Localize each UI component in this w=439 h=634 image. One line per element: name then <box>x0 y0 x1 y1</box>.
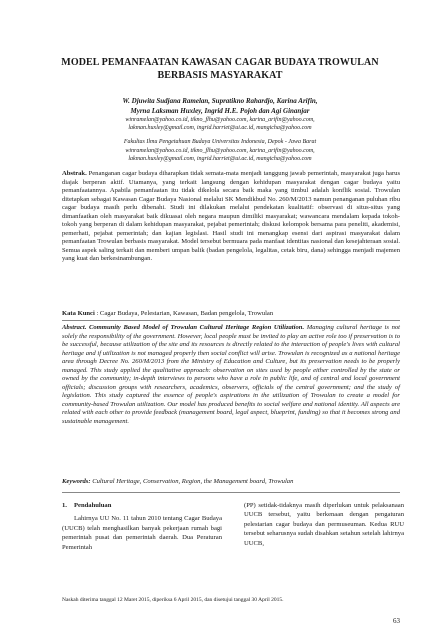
kata-kunci <box>62 310 400 319</box>
abstrak-label: Abstrak. <box>62 170 87 177</box>
kata-kunci-text: : Cagar Budaya, Pelestarian, Kawasan, Badan pengelola, Trowulan <box>96 310 274 317</box>
author-list <box>40 96 400 116</box>
divider-top <box>62 320 400 321</box>
section-number: 1. <box>62 502 67 509</box>
abstract-label: Abstract. Community Based Model of Trowulan Cultural Heritage Region Utilization. <box>62 324 305 331</box>
right-column <box>244 501 404 548</box>
affiliation: Fakultas Ilmu Pengetahuan Budaya Universitas Indonesia, Depok - Jawa Barat <box>123 139 317 145</box>
divider-bottom <box>62 492 400 493</box>
abstrak-paragraph <box>62 170 400 264</box>
affiliation-emails-line-2: lakman.huxley@gmail.com, ingrid.harriet@ui.ac.id, mangicha@yahoo.com <box>128 156 312 162</box>
page-number: 63 <box>393 617 400 625</box>
title-line-2: BERBASIS MASYARAKAT <box>157 70 283 81</box>
affiliation-emails <box>40 147 400 163</box>
right-column-text: (PP) setidak-tidaknya masih diperlukan untuk pelaksanaan UUCB tersebut, yaitu berkenaan dengan pengaturan pelestarian cagar budaya dan permuseuman. Kedua RUU tersebut seharusnya sudah disahkan setahun setelah lahirnya UUCB, <box>244 502 404 547</box>
keywords-english <box>62 478 400 487</box>
kata-kunci-label: Kata Kunci <box>62 310 95 317</box>
emails-line-1: winramelan@yahoo.co.id, tikno_flhu@yahoo.com, karina_arifin@yahoo.com, <box>125 117 315 123</box>
authors-line-2: Myrna Laksman Huxley, Ingrid H.E. Pojoh dan Agi Ginanjar <box>130 107 310 115</box>
section-title: Pendahuluan <box>74 502 112 509</box>
abstrak-text: Penanganan cagar budaya diharapkan tidak semata-mata menjadi tanggung jawab pemerintah, masyarakat juga harus diajak berperan aktif. Utamanya, yang terkait langsung dengan kehidupan masyarakat dengan cagar budaya yaitu pemanfaatannya. Apabila pemanfaatan itu tidak dikelola secara baik maka yang timbul adalah konflik sosial. Trowulan ditetapkan sebagai Kawasan Cagar Budaya Nasional melalui SK Mendikbud No. 260/M/2013 namun penanganan puluhan ribu cagar budaya masih perlu dibenahi. Studi ini dilakukan melalui pendekatan kualitatif: observasi di situs-situs yang dimanfaatkan oleh masyarakat baik dikuasai oleh negara maupun dimiliki masyarakat; wawancara mendalam kepada tokoh-tokoh yang berperan di dalam kehidupan masyarakat, pejabat pemerintah; diskusi kelompok bersama para peneliti, akademisi, pemerhati, pejabat pemerintah; dan kajian legislasi. Hasil studi ini menangkap esensi dari aspirasi masyarakat dalam pemanfaatan Trowulan berbasis masyarakat. Model tersebut bermuara pada manfaat identitas nasional dan kesejahteraan sosial. Semua aspek saling terkait dan memberi umpan balik (badan pengelola, legalitas, cetak biru, dana) sehingga menjadi majemen yang kuat dan berkesinambungan. <box>62 170 401 262</box>
abstract-english <box>62 324 400 426</box>
section-heading <box>62 501 222 510</box>
emails-line-2: lakman.huxley@gmail.com, ingrid.harriet@ui.ac.id, mangicha@yahoo.com <box>128 125 312 131</box>
footnote: Naskah diterima tanggal 12 Maret 2015, diperiksa 6 April 2015, dan disetujui tanggal 30 April 2015. <box>62 597 284 603</box>
title-line-1: MODEL PEMANFAATAN KAWASAN CAGAR BUDAYA TROWULAN <box>61 57 379 68</box>
abstract-text: Managing cultural heritage is not solely the responsibility of the government. However, local people must be invited to play an active role too if preservation is to be successful, because utilization of the site and its resources is directly related to the interaction of people's lives with cultural heritage and if utilization is not managed properly then social conflict will arise. Trowulan is recognized as a national heritage area through Decree No. 260/M/2013 from the Ministry of Education and Culture, but its preservation needs to be properly managed. This study applied the qualitative approach: observation on sites used by people either controlled by the state or owned by the community; in-depth interviews to persons who have a role in public life, and of central and local government officials; discussion groups with researchers, academics, observers, officials of the central government; and the study of legislation. This study captured the essence of people's aspirations in the utilization of Trowulan to create a model for community-based Trowulan utilization. Our model has produced benefits to social welfare and national identity. All aspects are related with each other to provide feedback (management board, legal aspect, blueprint, funding) so that it becomes strong and sustainable management. <box>62 324 400 425</box>
keywords-label: Keywords: <box>62 478 91 485</box>
paper-title <box>40 56 400 82</box>
affiliation-emails-line-1: winramelan@yahoo.co.id, tikno_flhu@yahoo.com, karina_arifin@yahoo.com, <box>125 148 315 154</box>
author-emails <box>40 116 400 132</box>
keywords-text: Cultural Heritage, Conservation, Region, the Management board, Trowulan <box>90 478 294 485</box>
left-column <box>62 501 222 552</box>
left-column-text: Lahirnya UU No. 11 tahun 2010 tentang Cagar Budaya (UUCB) telah menghasilkan banyak pekerjaan rumah bagi pemerintah pusat dan pemerintah daerah. Dua Peraturan Pemerintah <box>62 515 222 551</box>
authors-line-1: W. Djuwita Sudjana Ramelan, Supratikno Rahardjo, Karina Arifin, <box>122 97 318 105</box>
